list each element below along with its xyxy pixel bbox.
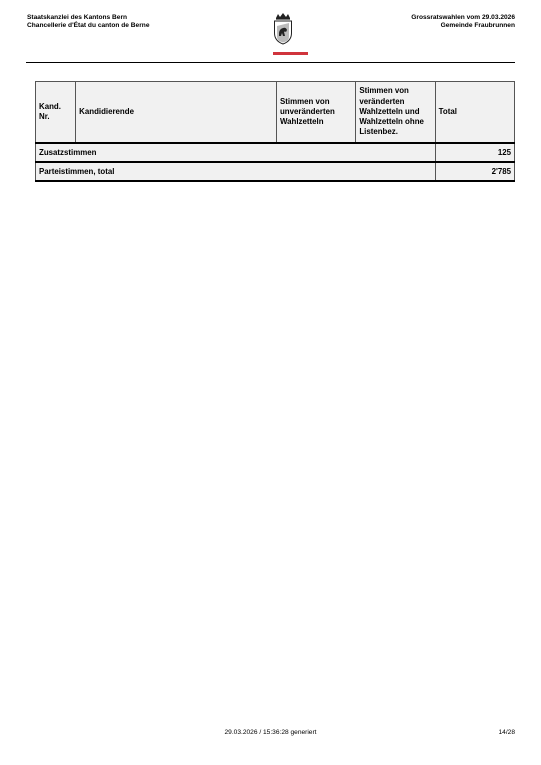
accent-bar xyxy=(273,52,308,55)
issuer-block xyxy=(27,14,149,31)
col-header-veraendert: Stimmen von veränderten Wahlzetteln und Wahlzetteln ohne Listenbez. xyxy=(356,82,435,144)
row-label: Zusatzstimmen xyxy=(36,143,436,162)
election-title: Grossratswahlen vom 29.03.2026 xyxy=(411,14,515,21)
col-header-unveraendert: Stimmen von unveränderten Wahlzetteln xyxy=(276,82,355,144)
table-row xyxy=(36,162,515,181)
table-header-row xyxy=(36,82,515,144)
row-total: 125 xyxy=(435,143,514,162)
header-divider xyxy=(26,62,515,63)
bern-coat-of-arms-icon xyxy=(273,13,293,45)
election-block xyxy=(411,14,515,31)
row-total: 2'785 xyxy=(435,162,514,181)
page-number: 14/28 xyxy=(498,729,515,736)
municipality: Gemeinde Fraubrunnen xyxy=(440,22,515,30)
row-label: Parteistimmen, total xyxy=(36,162,436,181)
generated-timestamp: 29.03.2026 / 15:36:28 generiert xyxy=(224,729,317,736)
results-table xyxy=(35,81,515,182)
col-header-kandidierende: Kandidierende xyxy=(76,82,277,144)
issuer-de: Staatskanzlei des Kantons Bern xyxy=(27,14,128,21)
col-header-nr: Kand. Nr. xyxy=(36,82,76,144)
issuer-fr: Chancellerie d'État du canton de Berne xyxy=(27,22,150,30)
table-row xyxy=(36,143,515,162)
col-header-total: Total xyxy=(435,82,514,144)
